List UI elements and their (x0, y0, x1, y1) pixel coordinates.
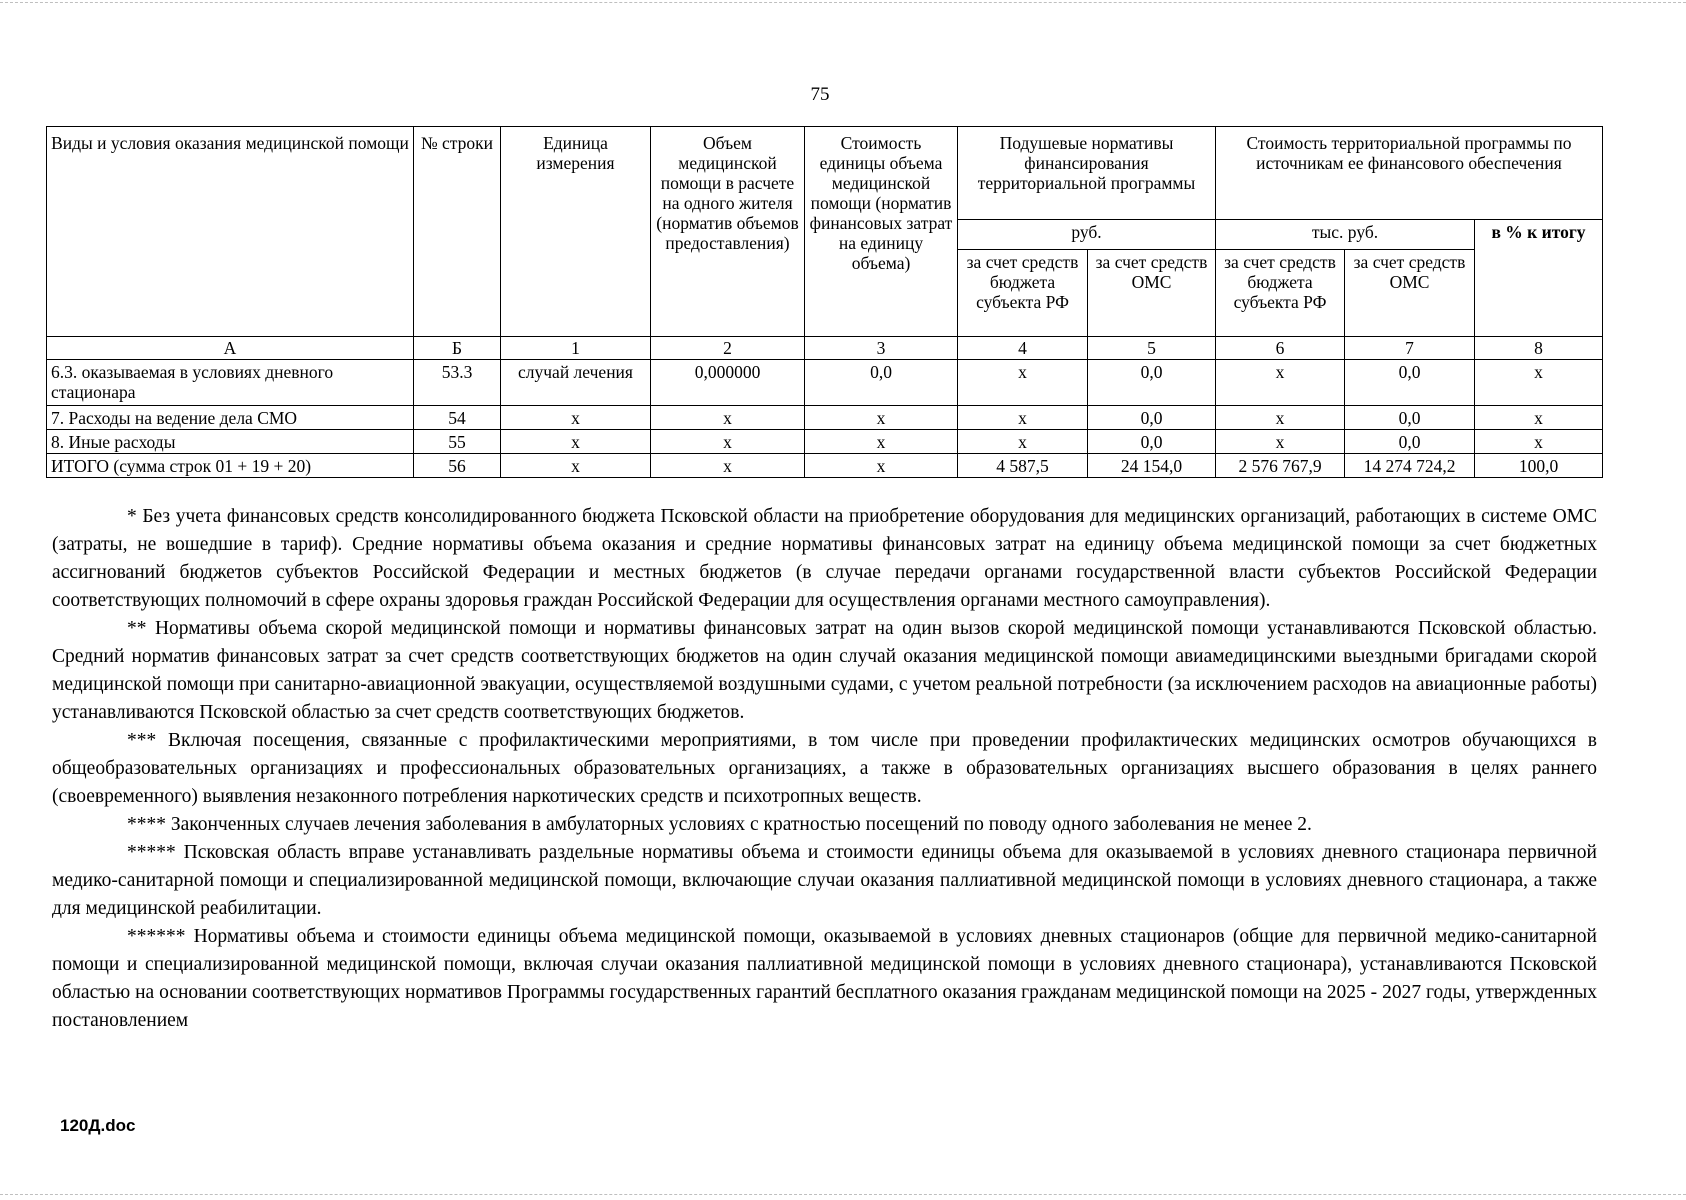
column-number: Б (414, 337, 501, 360)
row-volume: х (651, 406, 805, 430)
row-pc-budget: х (958, 406, 1088, 430)
footnote-1: * Без учета финансовых средств консолидированного бюджета Псковской области на приобретение оборудования для медицинских организаций, работающих в системе ОМС (затраты, не вошедшие в тариф). Средние нормативы объема оказания и средние нормативы финансовых затрат на единицу объема медицинской помощи за счет бюджетных ассигнований бюджетов субъектов Российской Федерации и местных бюджетов (в случае передачи органами государственной власти субъектов Российской Федерации соответствующих полномочий в сфере охраны здоровья граждан Российской Федерации для осуществления органами местного самоуправления). (52, 506, 1597, 611)
footnote-3: *** Включая посещения, связанные с профилактическими мероприятиями, в том числе при проведении профилактических медицинских осмотров обучающихся в общеобразовательных организациях и профессиональных образовательных организациях, а также в образовательных организациях высшего образования в целях раннего (своевременного) выявления незаконного потребления наркотических средств и психотропных веществ. (52, 730, 1597, 807)
footnote-2: ** Нормативы объема скорой медицинской помощи и нормативы финансовых затрат на один вызов скорой медицинской помощи устанавливаются Псковской областью. Средний норматив финансовых затрат за счет средств соответствующих бюджетов на один случай оказания медицинской помощи авиамедицинскими выездными бригадами скорой медицинской помощи при санитарно-авиационной эвакуации, осуществляемой воздушными судами, с учетом реальной потребности (за исключением расходов на авиационные работы) устанавливаются Псковской областью за счет средств соответствующих бюджетов. (52, 618, 1597, 723)
header-thousand-rub: тыс. руб. (1216, 220, 1475, 250)
row-prog-budget: х (1216, 360, 1345, 406)
table-row (47, 406, 1603, 430)
header-rub: руб. (958, 220, 1216, 250)
header-percent-total: в % к итогу (1475, 220, 1603, 337)
row-name: 6.3. оказываемая в условиях дневного стационара (47, 360, 414, 406)
header-row-number: № строки (414, 127, 501, 337)
column-number: 2 (651, 337, 805, 360)
row-pc-oms: 0,0 (1088, 406, 1216, 430)
row-name: 8. Иные расходы (47, 430, 414, 454)
column-number: 6 (1216, 337, 1345, 360)
header-volume: Объем медицинской помощи в расчете на одного жителя (норматив объемов предоставления) (651, 127, 805, 337)
column-number: 8 (1475, 337, 1603, 360)
row-pc-oms: 24 154,0 (1088, 454, 1216, 478)
table-row (47, 360, 1603, 406)
scan-edge-bottom (0, 1194, 1686, 1197)
column-number: А (47, 337, 414, 360)
column-number: 7 (1345, 337, 1475, 360)
footnotes (52, 503, 1597, 1035)
column-number: 1 (501, 337, 651, 360)
header-unit: Единица измерения (501, 127, 651, 337)
row-unit: х (501, 406, 651, 430)
header-program-cost: Стоимость территориальной программы по источникам ее финансового обеспечения (1216, 127, 1603, 220)
page-number: 75 (810, 84, 830, 105)
row-line-number: 54 (414, 406, 501, 430)
column-numbers-row (47, 337, 1603, 360)
row-prog-oms: 0,0 (1345, 360, 1475, 406)
row-line-number: 55 (414, 430, 501, 454)
row-name: ИТОГО (сумма строк 01 + 19 + 20) (47, 454, 414, 478)
row-volume: 0,000000 (651, 360, 805, 406)
row-unit-cost: х (805, 430, 958, 454)
row-percent: х (1475, 406, 1603, 430)
row-unit-cost: х (805, 454, 958, 478)
row-pc-oms: 0,0 (1088, 360, 1216, 406)
norms-table (46, 126, 1603, 478)
scan-edge-top (0, 2, 1686, 5)
row-unit: случай лечения (501, 360, 651, 406)
header-pc-budget-rf: за счет средств бюджета субъекта РФ (958, 250, 1088, 337)
table-row-total (47, 454, 1603, 478)
row-unit-cost: х (805, 406, 958, 430)
header-prog-oms: за счет средств ОМС (1345, 250, 1475, 337)
header-row-1 (47, 127, 1603, 220)
header-types-conditions: Виды и условия оказания медицинской помощи (47, 127, 414, 337)
row-percent: 100,0 (1475, 454, 1603, 478)
column-number: 4 (958, 337, 1088, 360)
row-line-number: 53.3 (414, 360, 501, 406)
row-prog-oms: 0,0 (1345, 430, 1475, 454)
header-pc-oms: за счет средств ОМС (1088, 250, 1216, 337)
header-unit-cost: Стоимость единицы объема медицинской помощи (норматив финансовых затрат на единицу объема) (805, 127, 958, 337)
row-unit-cost: 0,0 (805, 360, 958, 406)
row-pc-budget: 4 587,5 (958, 454, 1088, 478)
row-line-number: 56 (414, 454, 501, 478)
footnote-5: ***** Псковская область вправе устанавливать раздельные нормативы объема и стоимости единицы объема для оказываемой в условиях дневного стационара первичной медико-санитарной помощи и специализированной медицинской помощи, включающие случаи оказания паллиативной медицинской помощи в условиях дневного стационара, а также для медицинской реабилитации. (52, 842, 1597, 919)
footer-filename: 120Д.doc (60, 1116, 136, 1135)
row-pc-budget: х (958, 430, 1088, 454)
row-unit: х (501, 430, 651, 454)
table-row (47, 430, 1603, 454)
row-percent: х (1475, 360, 1603, 406)
row-pc-oms: 0,0 (1088, 430, 1216, 454)
row-pc-budget: х (958, 360, 1088, 406)
header-per-capita: Подушевые нормативы финансирования территориальной программы (958, 127, 1216, 220)
column-number: 5 (1088, 337, 1216, 360)
row-prog-budget: х (1216, 430, 1345, 454)
row-prog-oms: 14 274 724,2 (1345, 454, 1475, 478)
column-number: 3 (805, 337, 958, 360)
row-name: 7. Расходы на ведение дела СМО (47, 406, 414, 430)
row-prog-oms: 0,0 (1345, 406, 1475, 430)
row-unit: х (501, 454, 651, 478)
row-prog-budget: х (1216, 406, 1345, 430)
row-prog-budget: 2 576 767,9 (1216, 454, 1345, 478)
footnote-4: **** Законченных случаев лечения заболевания в амбулаторных условиях с кратностью посещений по поводу одного заболевания не менее 2. (127, 814, 1312, 835)
row-percent: х (1475, 430, 1603, 454)
header-prog-budget-rf: за счет средств бюджета субъекта РФ (1216, 250, 1345, 337)
row-volume: х (651, 454, 805, 478)
row-volume: х (651, 430, 805, 454)
footnote-6: ****** Нормативы объема и стоимости единицы объема медицинской помощи, оказываемой в условиях дневных стационаров (общие для первичной медико-санитарной помощи и специализированной медицинской помощи, включая случаи оказания паллиативной медицинской помощи в условиях дневного стационара), устанавливаются Псковской областью на основании соответствующих нормативов Программы государственных гарантий бесплатного оказания гражданам медицинской помощи на 2025 - 2027 годы, утвержденных постановлением (52, 926, 1597, 1031)
